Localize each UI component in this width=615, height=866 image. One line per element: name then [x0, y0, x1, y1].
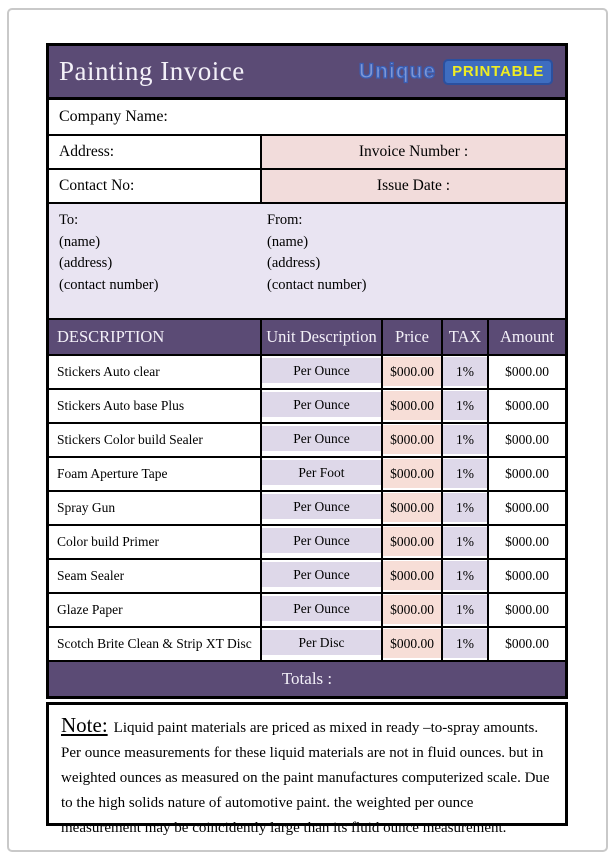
cell-description: Stickers Auto clear: [49, 356, 262, 388]
cell-price: $000.00: [383, 424, 443, 456]
cell-unit: Per Ounce: [262, 594, 383, 626]
to-address: (address): [59, 255, 113, 271]
invoice-document: [46, 43, 568, 699]
cell-unit: Per Ounce: [262, 560, 383, 592]
contact-field: [49, 170, 262, 202]
table-row: [49, 560, 565, 594]
note-label: Note:: [61, 713, 108, 737]
cell-amount: $000.00: [505, 636, 549, 651]
col-header-unit: Unit Description: [262, 320, 383, 354]
cell-unit: Per Foot: [262, 458, 383, 490]
cell-amount: $000.00: [505, 500, 549, 515]
col-header-description: DESCRIPTION: [49, 320, 262, 354]
company-name-label: Company Name:: [59, 108, 168, 125]
to-contact: (contact number): [59, 276, 159, 293]
address-field: [49, 136, 262, 168]
page-title: Painting Invoice: [59, 56, 245, 86]
brand-logo: [359, 59, 553, 85]
cell-unit: Per Ounce: [262, 492, 383, 524]
address-row: [49, 136, 565, 170]
brand-word: Unique: [358, 59, 437, 83]
address-label: Address:: [59, 143, 115, 160]
from-contact: (contact number): [267, 276, 367, 293]
cell-unit: Per Ounce: [262, 424, 383, 456]
cell-price: $000.00: [383, 458, 443, 490]
cell-amount: $000.00: [505, 364, 549, 379]
cell-tax: 1%: [443, 390, 489, 422]
cell-tax: 1%: [443, 628, 489, 660]
table-row: [49, 492, 565, 526]
table-row: [49, 594, 565, 628]
issue-date-field: [262, 170, 565, 202]
note-paragraph: [61, 713, 551, 841]
totals-bar: [49, 662, 565, 696]
table-row: [49, 628, 565, 662]
table-header: [49, 320, 565, 356]
note-box: [46, 702, 568, 836]
cell-amount: $000.00: [505, 466, 549, 481]
company-name-row: [49, 100, 565, 136]
cell-description: Glaze Paper: [49, 594, 262, 626]
cell-tax: 1%: [443, 458, 489, 490]
cell-amount: $000.00: [505, 398, 549, 413]
cell-unit: Per Disc: [262, 628, 383, 660]
table-row: [49, 458, 565, 492]
from-name: (name): [267, 233, 309, 250]
table-row: [49, 424, 565, 458]
title-bar: [49, 46, 565, 100]
cell-description: Scotch Brite Clean & Strip XT Disc: [49, 628, 262, 660]
cell-tax: 1%: [443, 356, 489, 388]
col-header-price: Price: [383, 320, 443, 354]
cell-price: $000.00: [383, 390, 443, 422]
cell-description: Seam Sealer: [49, 560, 262, 592]
cell-tax: 1%: [443, 526, 489, 558]
contact-row: [49, 170, 565, 204]
cell-tax: 1%: [443, 424, 489, 456]
note-text: Liquid paint materials are priced as mixed in ready –to-spray amounts. Per ounce measurements for these liquid materials are not in fluid ounces. but in weighted ounces as measured on the paint manufactures computerized scale. Due to the high solids nature of automotive paint. the weighted per ounce measurement may be coincidently large than its fluid ounce measurement.: [61, 720, 550, 836]
from-heading: From:: [267, 212, 303, 228]
invoice-number-field: [262, 136, 565, 168]
cell-description: Stickers Auto base Plus: [49, 390, 262, 422]
cell-amount: $000.00: [505, 568, 549, 583]
bill-from-block: [267, 210, 366, 296]
cell-price: $000.00: [383, 594, 443, 626]
cell-price: $000.00: [383, 628, 443, 660]
issue-date-label: Issue Date :: [376, 177, 451, 194]
cell-amount: $000.00: [505, 432, 549, 447]
cell-unit: Per Ounce: [262, 526, 383, 558]
contact-label: Contact No:: [59, 177, 135, 194]
table-row: [49, 526, 565, 560]
to-name: (name): [59, 233, 101, 250]
cell-tax: 1%: [443, 560, 489, 592]
table-row: [49, 356, 565, 390]
cell-description: Color build Primer: [49, 526, 262, 558]
cell-price: $000.00: [383, 560, 443, 592]
col-header-amount: Amount: [499, 327, 555, 346]
cell-price: $000.00: [383, 526, 443, 558]
table-row: [49, 390, 565, 424]
cell-price: $000.00: [383, 492, 443, 524]
cell-description: Spray Gun: [49, 492, 262, 524]
totals-label: Totals :: [281, 669, 333, 688]
parties-section: [49, 204, 565, 320]
cell-amount: $000.00: [505, 534, 549, 549]
cell-amount: $000.00: [505, 602, 549, 617]
cell-unit: Per Ounce: [262, 356, 383, 388]
cell-description: Foam Aperture Tape: [49, 458, 262, 490]
cell-tax: 1%: [443, 492, 489, 524]
brand-badge: PRINTABLE: [443, 59, 553, 85]
cell-price: $000.00: [383, 356, 443, 388]
bill-to-block: [59, 210, 158, 296]
invoice-number-label: Invoice Number :: [358, 143, 469, 160]
cell-unit: Per Ounce: [262, 390, 383, 422]
from-address: (address): [267, 255, 321, 271]
to-heading: To:: [59, 212, 79, 228]
cell-tax: 1%: [443, 594, 489, 626]
cell-description: Stickers Color build Sealer: [49, 424, 262, 456]
col-header-tax: TAX: [443, 320, 489, 354]
